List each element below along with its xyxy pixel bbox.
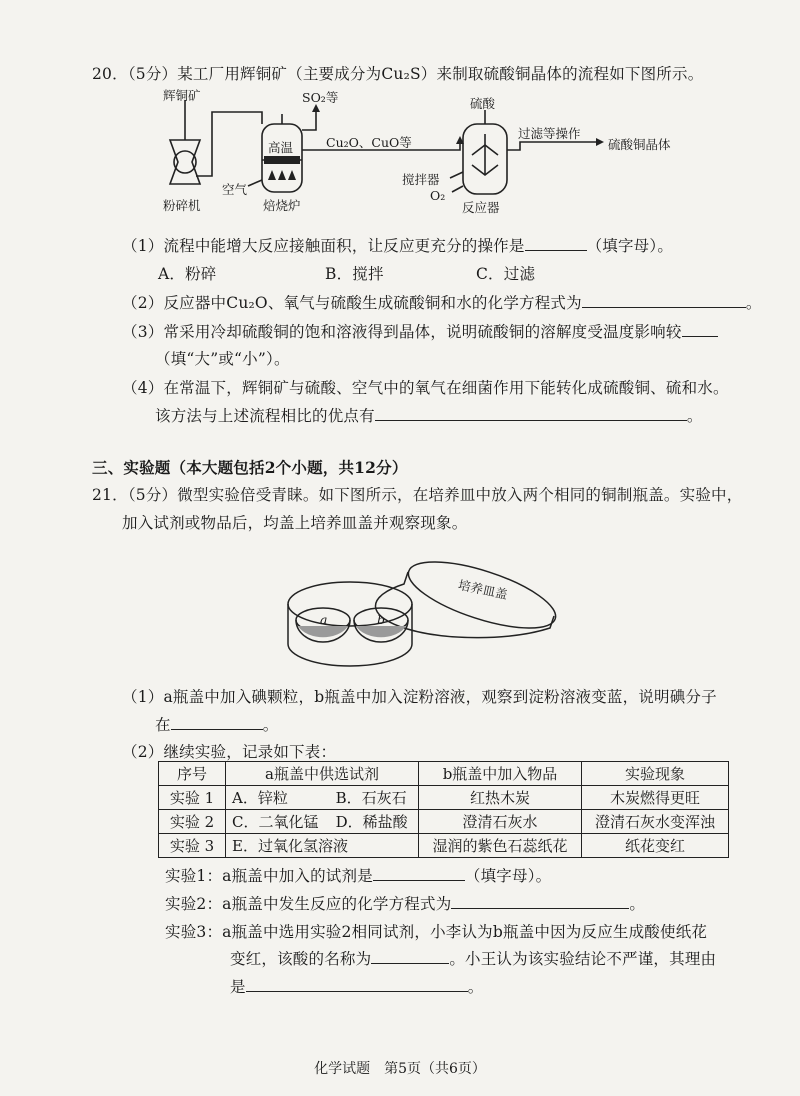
table-cell: 澄清石灰水 [419, 810, 582, 834]
table-row [159, 786, 729, 810]
o2-label: O₂ [430, 188, 446, 203]
cap-a-label: a [320, 612, 328, 627]
acid-label: 硫酸 [470, 96, 496, 111]
page-footer: 化学试题 第5页（共6页） [314, 1061, 486, 1077]
process-flow-svg [0, 0, 800, 230]
crusher-label: 粉碎机 [163, 198, 201, 213]
q21-part1-b: 在 。 [155, 716, 279, 734]
so2-label: SO₂等 [302, 90, 339, 105]
air-label: 空气 [222, 182, 248, 197]
dish-lid-label: 培养皿盖 [456, 576, 509, 603]
answer-blank[interactable] [582, 293, 746, 308]
table-cell: 实验 1 [159, 786, 226, 810]
table-cell: 实验 2 [159, 810, 226, 834]
table-header: a瓶盖中供选试剂 [226, 762, 419, 786]
filter-label: 过滤等操作 [518, 126, 581, 141]
table-cell: E．过氧化氢溶液 [226, 834, 419, 858]
answer-blank[interactable] [371, 949, 449, 964]
q21-part2: （2）继续实验，记录如下表： [122, 743, 337, 761]
q20-part3-b: （填“大”或“小”）。 [155, 350, 290, 368]
answer-blank[interactable] [682, 322, 718, 337]
reactor-label: 反应器 [462, 200, 500, 215]
table-cell: 澄清石灰水变浑浊 [582, 810, 729, 834]
q20-part4: （4）在常温下，辉铜矿与硫酸、空气中的氧气在细菌作用下能转化成硫酸铜、硫和水。 [122, 379, 729, 397]
q21-exp1: 实验1：a瓶盖中加入的试剂是 （填字母）。 [165, 867, 552, 885]
q20-part1: （1）流程中能增大反应接触面积，让反应更充分的操作是 （填字母）。 [122, 237, 674, 255]
table-cell: 红热木炭 [419, 786, 582, 810]
table-header: 序号 [159, 762, 226, 786]
experiment-table [158, 761, 729, 858]
process-flow-diagram [0, 0, 800, 230]
q20-option-c: C．过滤 [476, 265, 536, 283]
answer-blank[interactable] [373, 866, 465, 881]
table-header-row [159, 762, 729, 786]
q21-exp2: 实验2：a瓶盖中发生反应的化学方程式为 。 [165, 895, 646, 913]
ore-label: 辉铜矿 [163, 88, 201, 103]
table-header: 实验现象 [582, 762, 729, 786]
table-row [159, 834, 729, 858]
table-cell: A．锌粒 [226, 786, 330, 810]
q20-part2: （2）反应器中Cu₂O、氧气与硫酸生成硫酸铜和水的化学方程式为 。 [122, 294, 762, 312]
q21-exp3-b: 变红，该酸的名称为 。小王认为该实验结论不严谨，其理由 [230, 950, 717, 968]
table-cell: 实验 3 [159, 834, 226, 858]
q21-exp3: 实验3：a瓶盖中选用实验2相同试剂，小李认为b瓶盖中因为反应生成酸使纸花 [165, 923, 708, 941]
product-label: 硫酸铜晶体 [608, 137, 671, 152]
table-cell: B．石灰石 [330, 786, 419, 810]
cap-b-label: b [377, 612, 386, 627]
q21-exp3-c: 是 。 [230, 978, 484, 996]
stirrer-label: 搅拌器 [402, 172, 440, 187]
table-cell: C．二氧化锰 [226, 810, 330, 834]
answer-blank[interactable] [246, 977, 468, 992]
table-cell: 纸花变红 [582, 834, 729, 858]
answer-blank[interactable] [171, 715, 263, 730]
answer-blank[interactable] [525, 236, 587, 251]
q20-part3: （3）常采用冷却硫酸铜的饱和溶液得到晶体，说明硫酸铜的溶解度受温度影响较 [122, 320, 718, 342]
oxides-label: Cu₂O、CuO等 [326, 135, 412, 150]
q21-stem: 21．（5分）微型实验倍受青睐。如下图所示，在培养皿中放入两个相同的铜制瓶盖。实验中， [92, 486, 743, 504]
q20-part4-b: 该方法与上述流程相比的优点有 。 [155, 407, 703, 425]
petri-dish-svg [0, 540, 800, 670]
q21-part1: （1）a瓶盖中加入碘颗粒，b瓶盖中加入淀粉溶液，观察到淀粉溶液变蓝，说明碘分子 [122, 688, 717, 706]
q20-option-a: A．粉碎 [158, 265, 217, 283]
q20-stem: 20．（5分）某工厂用辉铜矿（主要成分为Cu₂S）来制取硫酸铜晶体的流程如下图所示。 [92, 65, 704, 83]
section3-heading: 三、实验题（本大题包括2个小题，共12分） [92, 458, 408, 477]
q20-option-b: B．搅拌 [325, 265, 384, 283]
furnace-label: 焙烧炉 [263, 198, 301, 213]
table-cell: D．稀盐酸 [330, 810, 419, 834]
petri-dish-diagram [0, 540, 800, 670]
table-row [159, 810, 729, 834]
table-cell: 湿润的紫色石蕊纸花 [419, 834, 582, 858]
answer-blank[interactable] [451, 894, 629, 909]
answer-blank[interactable] [375, 406, 687, 421]
table-header: b瓶盖中加入物品 [419, 762, 582, 786]
table-cell: 木炭燃得更旺 [582, 786, 729, 810]
q21-stem-b: 加入试剂或物品后，均盖上培养皿盖并观察现象。 [122, 514, 468, 532]
high-temp-label: 高温 [268, 140, 294, 155]
